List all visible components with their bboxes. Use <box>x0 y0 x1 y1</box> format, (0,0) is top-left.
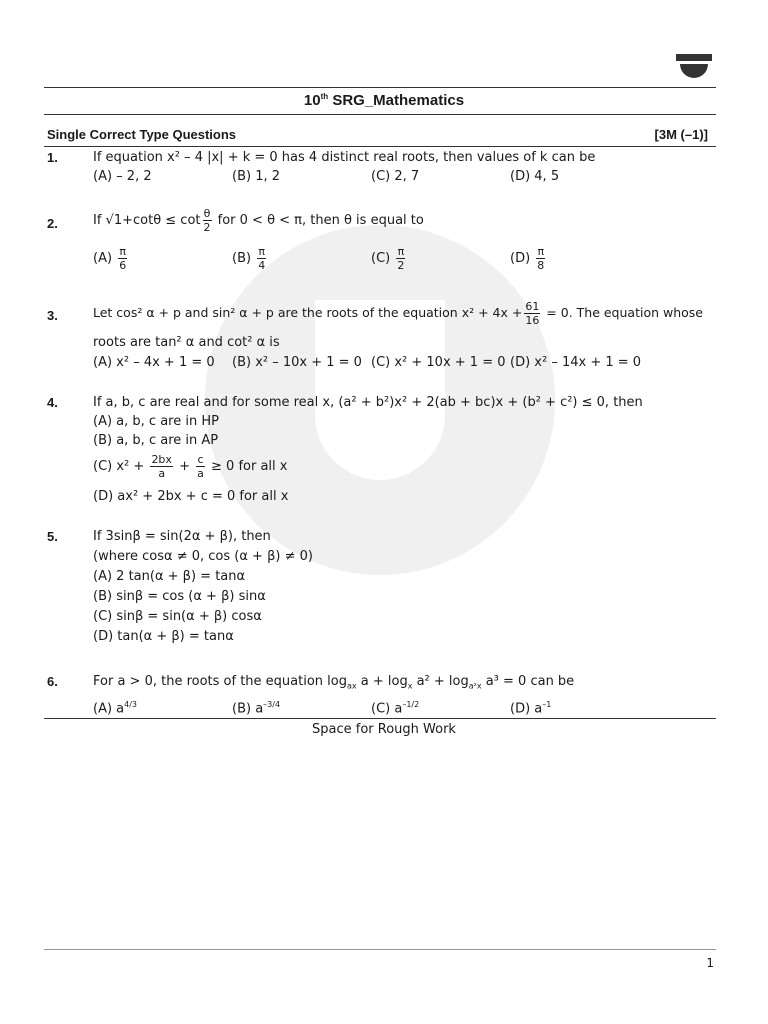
option-d: (D) tan(α + β) = tanα <box>93 629 234 644</box>
option-d: (D) x² – 14x + 1 = 0 <box>510 355 642 370</box>
marking-scheme: [3M (–1)] <box>654 127 708 142</box>
page-number: 1 <box>706 956 714 970</box>
brand-logo-icon <box>676 54 712 84</box>
question-number: 1. <box>47 150 58 165</box>
fraction: $\frac{\theta}{2}$ <box>203 207 211 234</box>
watermark-cutout <box>315 300 445 480</box>
option-d: (D) ax² + 2bx + c = 0 for all x <box>93 489 289 504</box>
question-condition: (where cosα ≠ 0, cos (α + β) ≠ 0) <box>93 549 313 564</box>
option-c: (C) x² + 10x + 1 = 0 <box>371 355 506 370</box>
section-heading: Single Correct Type Questions <box>47 127 237 142</box>
question-number: 5. <box>47 529 58 544</box>
question-number: 6. <box>47 674 58 689</box>
option-b: (B) 1, 2 <box>232 169 281 184</box>
option-a: (A) a, b, c are in HP <box>93 414 219 429</box>
option-d: (D) $\frac{\pi}{8}$ <box>510 245 545 272</box>
option-c: (C) x² + $\frac{2bx}{a}$ + $\frac{c}{a}$ ≥ 0 for all x <box>93 453 288 480</box>
option-a: (A) $a^{4/3}$ <box>93 700 138 717</box>
question-number: 4. <box>47 395 58 410</box>
header-top-rule <box>44 87 716 88</box>
question-text: If equation x² – 4 |x| + k = 0 has 4 distinct real roots, then values of k can be <box>93 150 596 165</box>
page-title: 10th SRG_Mathematics <box>303 92 465 109</box>
fraction: $\frac{61}{16}$ <box>525 300 540 327</box>
question-text: If a, b, c are real and for some real x, (a² + b²)x² + 2(ab + bc)x + (b² + c²) ≤ 0, then <box>93 395 643 410</box>
option-d: (D) $a^{-1}$ <box>510 700 552 717</box>
question-text-continued: roots are tan² α and cot² α is <box>93 335 280 350</box>
question-text: If 3sinβ = sin(2α + β), then <box>93 529 271 544</box>
rough-work-rule <box>44 718 716 719</box>
option-c: (C) $a^{-1/2}$ <box>371 700 420 717</box>
option-b: (B) x² – 10x + 1 = 0 <box>232 355 362 370</box>
option-a: (A) 2 tan(α + β) = tanα <box>93 569 246 584</box>
option-a: (A) x² – 4x + 1 = 0 <box>93 355 215 370</box>
option-b: (B) sinβ = cos (α + β) sinα <box>93 589 266 604</box>
question-text: If √1+cotθ ≤ cot $\frac{\theta}{2}$ for 0 < θ < π, then θ is equal to <box>93 207 424 234</box>
option-c: (C) 2, 7 <box>371 169 420 184</box>
option-b: (B) a, b, c are in AP <box>93 433 219 448</box>
question-text: For a > 0, the roots of the equation $\log_{ax} a + \log_x a^2 + \log_{a^2x} a^3 = 0$ can be <box>93 674 575 691</box>
question-number: 3. <box>47 308 58 323</box>
option-a: (A) $\frac{\pi}{6}$ <box>93 245 127 272</box>
question-number: 2. <box>47 216 58 231</box>
option-a: (A) – 2, 2 <box>93 169 152 184</box>
option-d: (D) 4, 5 <box>510 169 560 184</box>
section-rule <box>44 146 716 147</box>
option-c: (C) sinβ = sin(α + β) cosα <box>93 609 262 624</box>
footer-rule <box>44 949 716 950</box>
option-b: (B) $a^{-3/4}$ <box>232 700 281 717</box>
option-c: (C) $\frac{\pi}{2}$ <box>371 245 405 272</box>
header-bottom-rule <box>44 114 716 115</box>
option-b: (B) $\frac{\pi}{4}$ <box>232 245 266 272</box>
question-text: Let cos² α + p and sin² α + p are the roots of the equation x² + 4x + $\frac{61}{16}$ = 0. The equation whose <box>93 300 703 327</box>
rough-work-label: Space for Rough Work <box>312 722 456 737</box>
